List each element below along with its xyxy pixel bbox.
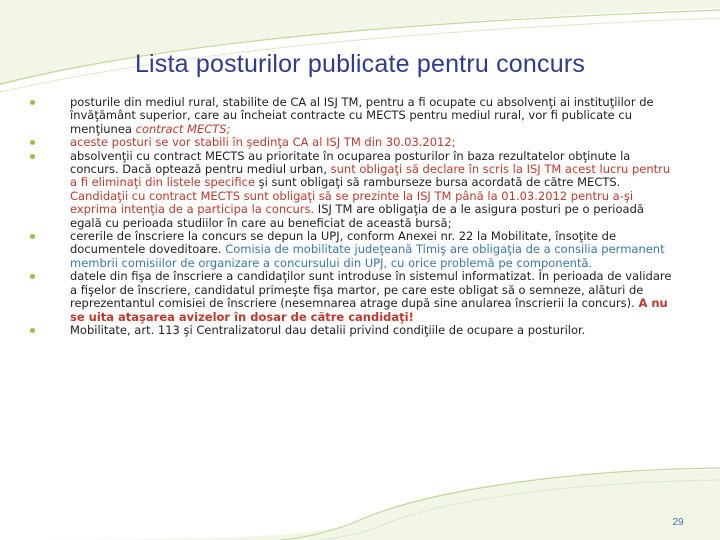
bullet-item	[28, 136, 678, 149]
bullet-highlight: aceste posturi se vor stabili în şedinţa CA al ISJ TM din 30.03.2012;	[70, 135, 456, 150]
bullet-text: absolvenţii cu contract MECTS au prioritate în ocuparea posturilor în baza rezultatelor obţinute la concurs. Dacă optează pentru mediul urban,	[70, 148, 631, 177]
bullet-item	[28, 96, 678, 136]
slide-title: Lista posturilor publicate pentru concurs	[134, 50, 586, 78]
bullet-text: ISJ TM are obligaţia de a le asigura posturi pe o perioadă egală cu perioada studiilor în care au beneficiat de această bursă;	[70, 202, 644, 230]
bullet-highlight: contract MECTS;	[135, 121, 231, 136]
bullet-highlight: Comisia de mobilitate judeţeană Timiş are obligaţia de a consilia permanent membrii comisiilor de organizare a concursului din UPJ, cu orice problemă pe componentă.	[70, 242, 665, 270]
bullet-text: datele din fişa de înscriere a candidaţilor sunt introduse în sistemul informatizat. În perioada de validare a fişelor de înscriere, candidatul primeşte fişa martor, pe care este obligat să o semneze, alături de reprezentantul comisiei de înscriere (nesemnarea atrage după sine anularea înscrierii la concurs).	[70, 269, 672, 311]
bullet-item	[28, 270, 678, 324]
bullet-text: Mobilitate, art. 113 şi Centralizatorul dau detalii privind condiţiile de ocupare a posturilor.	[70, 322, 586, 337]
bullet-item	[28, 150, 678, 230]
bullet-dot-icon	[30, 234, 35, 239]
bullet-text: cererile de înscriere la concurs se depun la UPJ, conform Anexei nr. 22 la Mobilitate, însoţite de documentele doveditoare.	[70, 229, 617, 257]
bullet-text: posturile din mediul rural, stabilite de CA al ISJ TM, pentru a fi ocupate cu absolvenţi ai instituţiilor de învăţământ superior, care au încheiat contracte cu MECTS pentru mediul rural, vor fi publicate cu menţiunea	[70, 95, 654, 136]
bullet-list	[28, 96, 678, 337]
bullet-highlight: A nu se uita ataşarea avizelor în dosar de către candidaţi!	[70, 296, 668, 324]
bullet-item	[28, 230, 678, 270]
bullet-dot-icon	[30, 328, 35, 333]
bullet-dot-icon	[30, 274, 35, 279]
bullet-text: şi sunt obligaţi să ramburseze bursa acordată de către MECTS.	[255, 175, 621, 190]
bullet-highlight: sunt obligaţi să declare în scris la ISJ TM acest lucru pentru a fi eliminaţi din listele specifice	[70, 162, 671, 190]
bullet-dot-icon	[30, 140, 35, 145]
page-number: 29	[672, 517, 684, 528]
bullet-dot-icon	[30, 100, 35, 105]
bullet-item	[28, 324, 678, 337]
bullet-highlight: Candidaţii cu contract MECTS sunt obligaţi să se prezinte la ISJ TM până la 01.03.2012 pentru a-şi exprima intenţia de a participa la concurs.	[70, 188, 634, 217]
bullet-dot-icon	[30, 154, 35, 159]
